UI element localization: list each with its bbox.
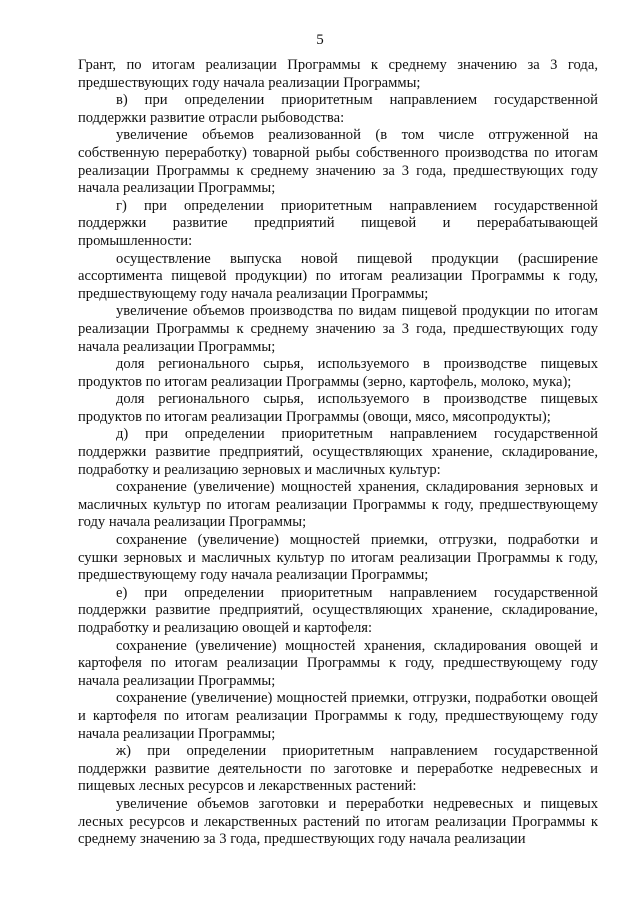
paragraph-item-zh: ж) при определении приоритетным направлением государственной поддержки развитие деятельности по заготовке и переработке недревесных и пищевых лесных ресурсов и лекарственных растений: [78, 743, 598, 795]
document-body [78, 57, 598, 849]
paragraph-fish-output: увеличение объемов реализованной (в том числе отгруженной на собственную переработку) товарной рыбы собственного производства по итогам реализации Программы к среднему значению за 3 года, предшествующих году начала реализации Программы; [78, 127, 598, 197]
paragraph-forest-resources: увеличение объемов заготовки и переработки недревесных и пищевых лесных ресурсов и лекарственных растений по итогам реализации Программы к среднему значению за 3 года, предшествующих году начала реализации [78, 795, 598, 848]
paragraph-vegetable-acceptance: сохранение (увеличение) мощностей приемки, отгрузки, подработки овощей и картофеля по итогам реализации Программы к году, предшествующему году начала реализации Программы; [78, 690, 598, 742]
paragraph-food-production-volume: увеличение объемов производства по видам пищевой продукции по итогам реализации Программы к среднему значению за 3 года, предшествующих году начала реализации Программы; [78, 303, 598, 355]
paragraph-regional-raw-share-1: доля регионального сырья, используемого в производстве пищевых продуктов по итогам реализации Программы (зерно, картофель, молоко, мука); [78, 356, 598, 390]
paragraph-item-d: д) при определении приоритетным направлением государственной поддержки развитие предприятий, осуществляющих хранение, складирование, подработку и реализацию зерновых и масличных культур: [78, 426, 598, 478]
paragraph-item-v: в) при определении приоритетным направлением государственной поддержки развитие отрасли рыбоводства: [78, 92, 598, 126]
page-number: 5 [316, 32, 324, 48]
paragraph-vegetable-storage: сохранение (увеличение) мощностей хранения, складирования овощей и картофеля по итогам реализации Программы к году, предшествующему году начала реализации Программы; [78, 637, 598, 689]
paragraph-regional-raw-share-2: доля регионального сырья, используемого в производстве пищевых продуктов по итогам реализации Программы (овощи, мясо, мясопродукты); [78, 391, 598, 425]
paragraph-grain-acceptance: сохранение (увеличение) мощностей приемки, отгрузки, подработки и сушки зерновых и масличных культур по итогам реализации Программы к году, предшествующему году начала реализации Программы; [78, 532, 598, 584]
paragraph-new-food-products: осуществление выпуска новой пищевой продукции (расширение ассортимента пищевой продукции) по итогам реализации Программы к году, предшествующему году начала реализации Программы; [78, 250, 598, 302]
paragraph-item-e: е) при определении приоритетным направлением государственной поддержки развитие предприятий, осуществляющих хранение, складирование, подработку и реализацию овощей и картофеля: [78, 584, 598, 636]
paragraph-continuation: Грант, по итогам реализации Программы к среднему значению за 3 года, предшествующих году начала реализации Программы; [78, 57, 598, 91]
paragraph-item-g: г) при определении приоритетным направлением государственной поддержки развитие предприятий пищевой и перерабатывающей промышленности: [78, 197, 598, 249]
paragraph-grain-storage: сохранение (увеличение) мощностей хранения, складирования зерновых и масличных культур по итогам реализации Программы к году, предшествующему году начала реализации Программы; [78, 479, 598, 531]
